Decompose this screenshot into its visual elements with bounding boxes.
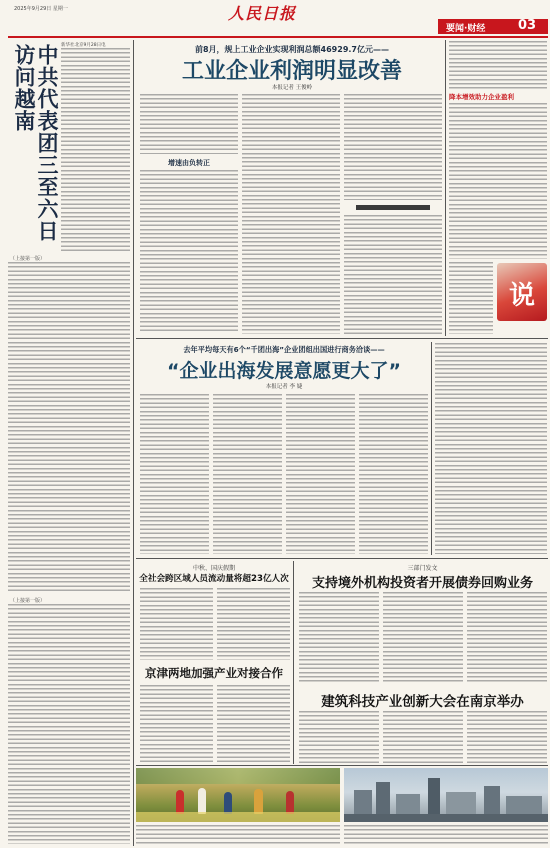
badge-character: 说	[509, 281, 536, 311]
column-divider	[293, 561, 294, 764]
left-body-text	[8, 604, 130, 844]
sidebar-body-text	[449, 103, 547, 259]
article-body-text	[140, 94, 238, 154]
issue-date: 2025年9月29日 星期一	[14, 6, 68, 12]
photo-caption-right	[344, 825, 548, 846]
brief-headline: 全社会跨区域人员流动量将超23亿人次	[139, 574, 289, 584]
article-body-text	[242, 94, 340, 334]
brief-headline: 支持境外机构投资者开展债券回购业务	[311, 576, 533, 591]
left-vertical-headline: 中共代表团三至六日访问越南	[12, 44, 59, 242]
article-body-text	[435, 343, 547, 554]
photo-trees	[136, 768, 340, 784]
article-body-text	[359, 394, 428, 554]
article-body-text	[286, 394, 355, 554]
left-body-text	[61, 48, 130, 252]
brief-body-text	[217, 588, 290, 660]
article-body-text	[140, 170, 238, 334]
left-dateline: 新华社北京9月28日电	[61, 43, 106, 48]
section-divider	[136, 558, 548, 559]
brief-body-text	[383, 711, 463, 763]
section-banner	[438, 19, 548, 34]
page-number: 03	[518, 18, 537, 33]
article-body-text	[140, 394, 209, 554]
article-body-text	[213, 394, 282, 554]
brief-label: 中秋、国庆假期	[192, 565, 235, 572]
photo-person	[176, 790, 184, 814]
continued-marker: （上接第一版）	[10, 256, 46, 262]
section-divider	[136, 765, 548, 766]
newspaper-logo: 人民日报	[228, 4, 297, 23]
column-badge-graphic	[497, 263, 547, 321]
news-photo-left	[136, 768, 340, 822]
left-body-text	[8, 262, 130, 594]
sidebar-heading: 降本增效助力企业盈利	[449, 93, 514, 101]
sidebar-body-text	[449, 41, 547, 89]
photo-person	[224, 792, 232, 814]
photo-caption-left	[136, 825, 340, 846]
section-name: 要闻·财经	[446, 24, 486, 34]
brief-label: 三部门发文	[407, 565, 438, 572]
news-photo-right	[344, 768, 548, 822]
article-byline: 本报记者 王俊岭	[271, 85, 313, 91]
article-body-text	[344, 94, 442, 200]
photo-street	[344, 814, 548, 822]
section-divider	[136, 338, 548, 339]
column-divider	[431, 342, 432, 555]
brief-body-text	[140, 685, 213, 763]
photo-person	[198, 788, 206, 814]
article-subhead-2	[356, 205, 430, 210]
brief-body-text	[299, 711, 379, 763]
column-divider	[445, 40, 446, 336]
photo-ground	[136, 812, 340, 822]
brief-body-text	[467, 592, 547, 684]
article-subhead: 增速由负转正	[168, 159, 210, 167]
brief-body-text	[467, 711, 547, 763]
sidebar-body-text	[449, 262, 493, 334]
masthead-rule	[8, 36, 548, 38]
brief-body-text	[217, 685, 290, 763]
article-kicker: 去年平均每天有6个“千团出海”企业团组出国进行商务洽谈——	[183, 345, 385, 354]
column-divider	[133, 40, 134, 846]
brief-body-text	[383, 592, 463, 684]
continued-marker: （上接第一版）	[10, 598, 46, 604]
brief-headline: 建筑科技产业创新大会在南京举办	[321, 694, 524, 710]
article-body-text	[344, 215, 442, 334]
photo-person	[286, 791, 294, 814]
article-byline: 本报记者 李 婕	[265, 384, 303, 390]
brief-body-text	[140, 588, 213, 660]
article-kicker: 前8月，规上工业企业实现利润总额46929.7亿元——	[194, 45, 389, 54]
article-headline: 工业企业利润明显改善	[181, 59, 402, 84]
brief-body-text	[299, 592, 379, 684]
brief-headline: 京津两地加强产业对接合作	[145, 666, 283, 680]
article-headline: “企业出海发展意愿更大了”	[167, 360, 401, 382]
photo-person	[254, 789, 263, 814]
